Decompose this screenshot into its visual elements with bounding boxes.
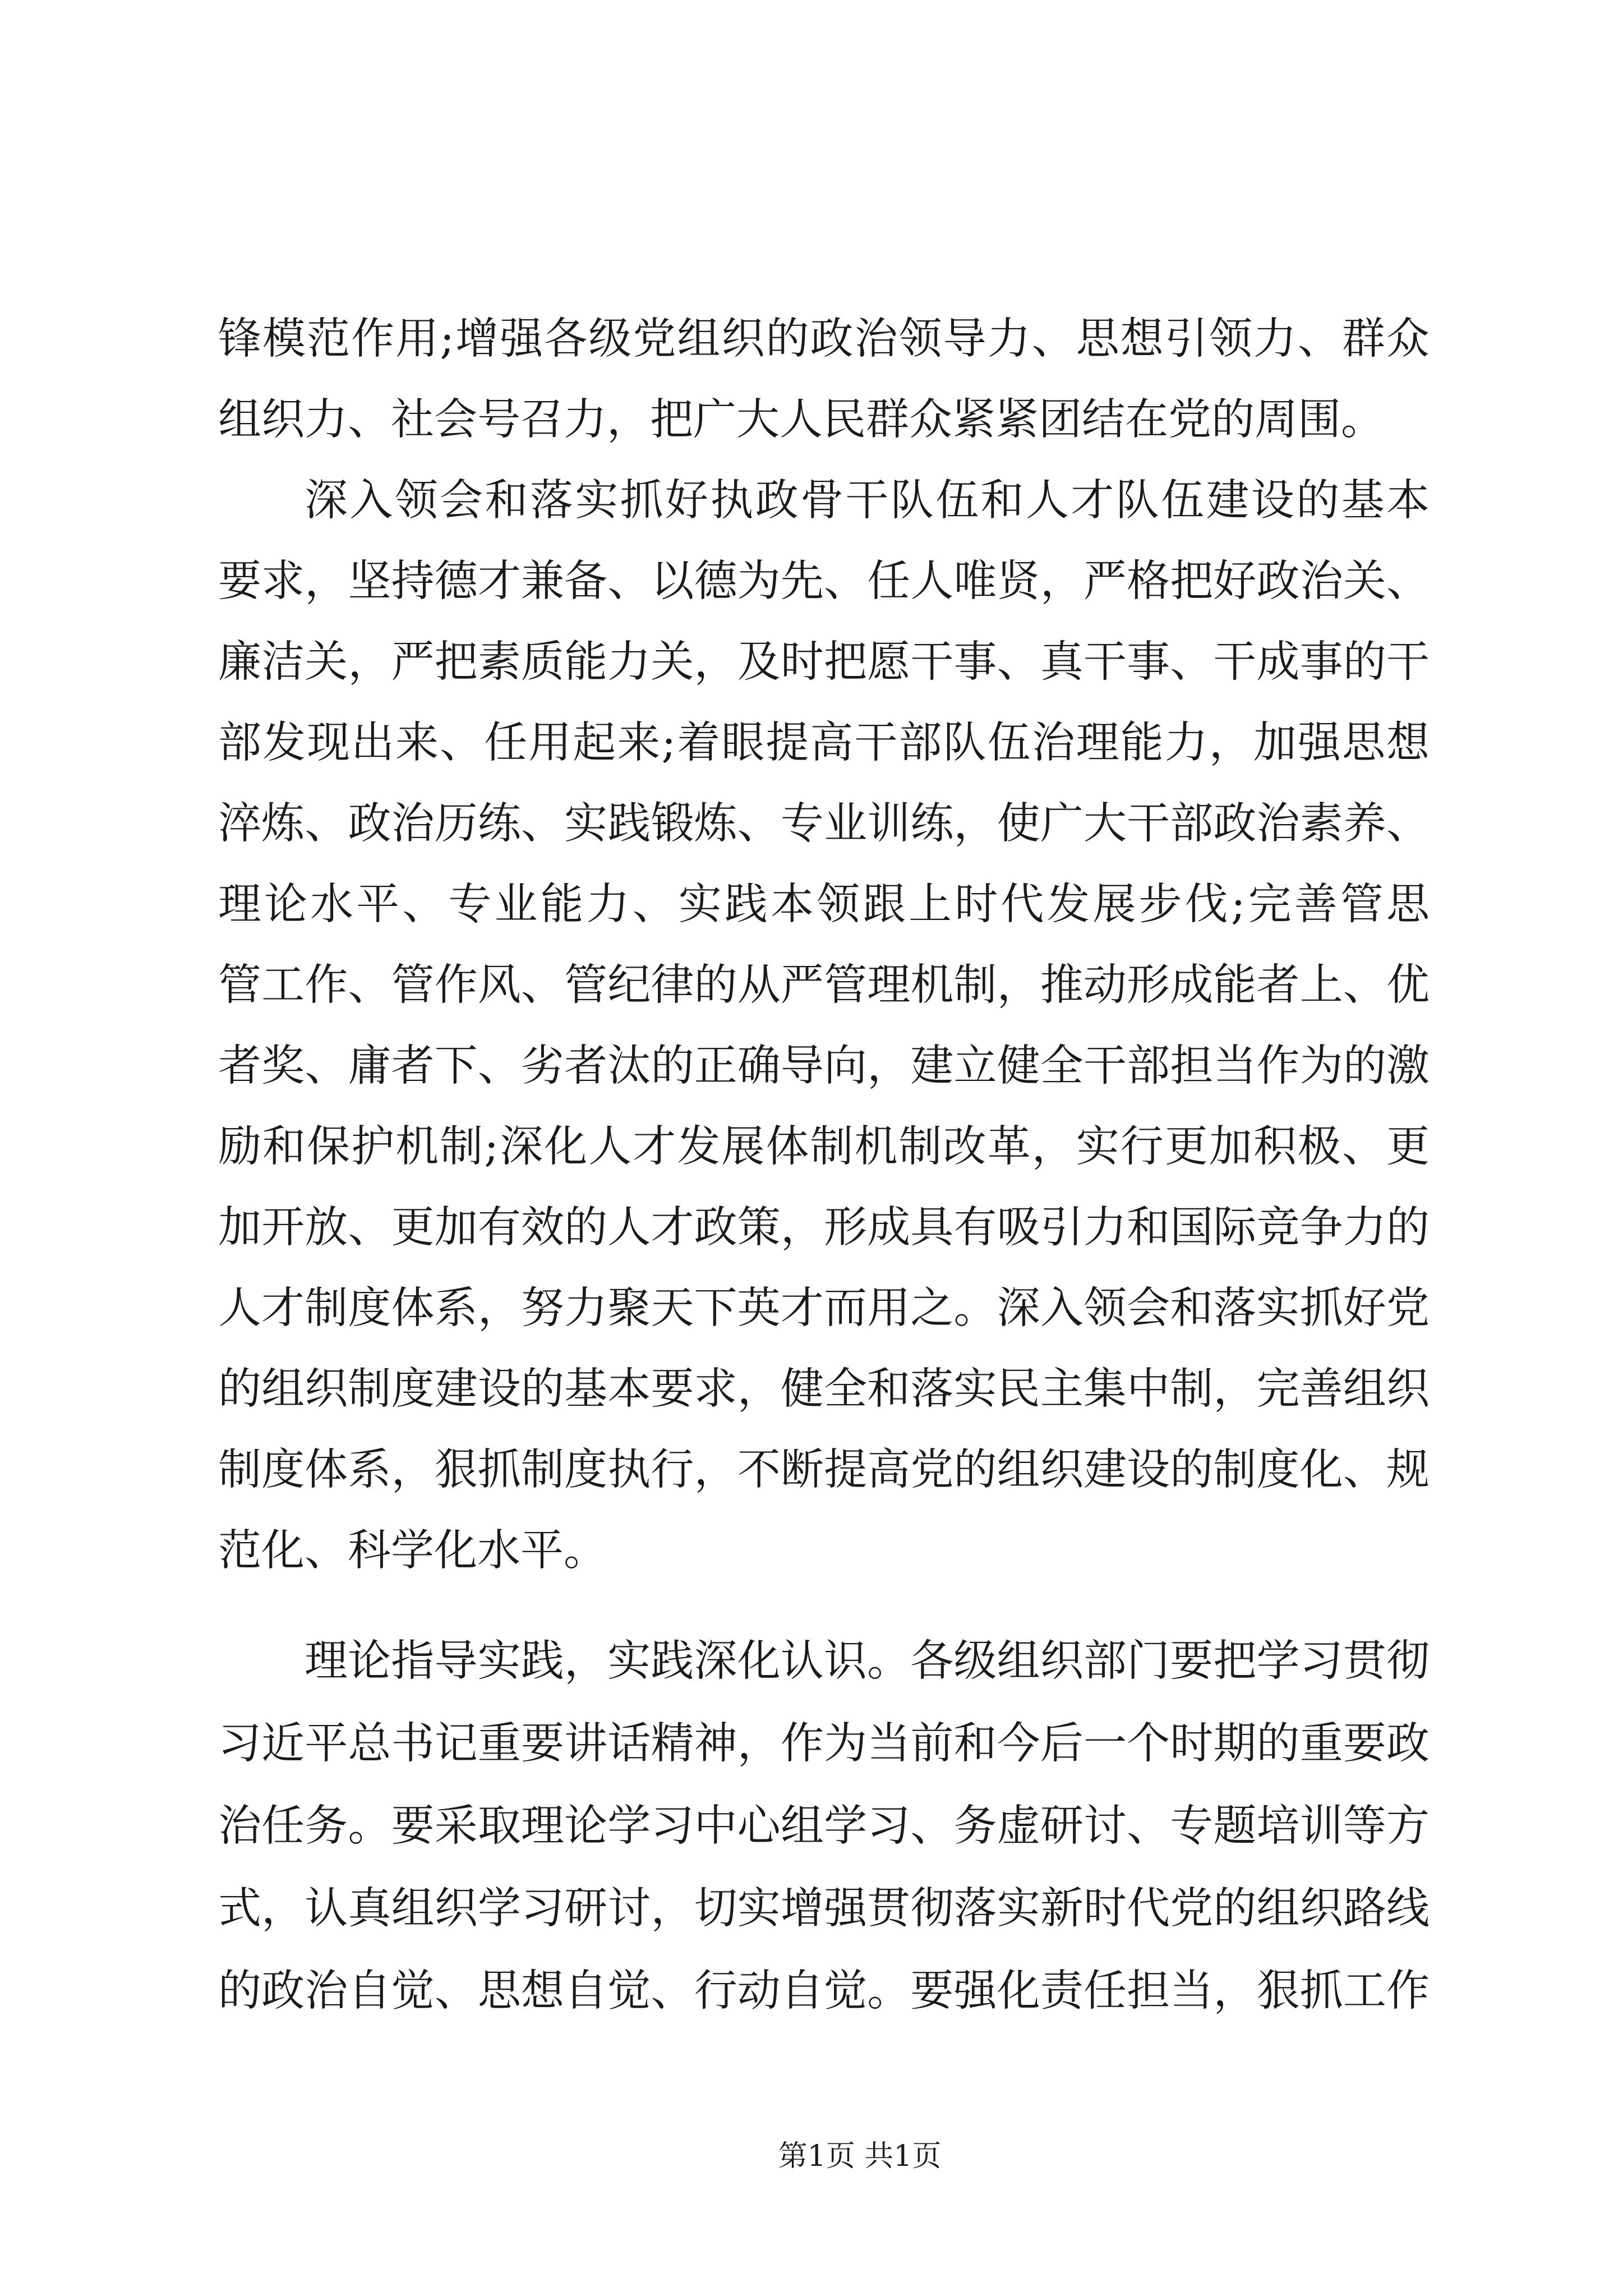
text-line: 廉洁关，严把素质能力关，及时把愿干事、真干事、干成事的干 bbox=[218, 637, 1430, 687]
text-line: 人才制度体系，努力聚天下英才而用之。深入领会和落实抓好党 bbox=[218, 1283, 1430, 1333]
text-line: 管工作、管作风、管纪律的从严管理机制，推动形成能者上、优 bbox=[218, 960, 1430, 1010]
text-line: 制度体系，狠抓制度执行，不断提高党的组织建设的制度化、规 bbox=[218, 1445, 1430, 1495]
text-line: 范化、科学化水平。 bbox=[218, 1526, 607, 1576]
text-line: 锋模范作用;增强各级党组织的政治领导力、思想引领力、群众 bbox=[218, 314, 1430, 364]
text-line: 理论水平、专业能力、实践本领跟上时代发展步伐;完善管思 bbox=[218, 880, 1430, 930]
text-line: 励和保护机制;深化人才发展体制机制改革，实行更加积极、更 bbox=[218, 1122, 1430, 1172]
text-line: 式，认真组织学习研讨，切实增强贯彻落实新时代党的组织路线 bbox=[218, 1884, 1430, 1934]
text-line: 组织力、社会号召力，把广大人民群众紧紧团结在党的周围。 bbox=[218, 395, 1384, 445]
page-footer: 第1页 共1页 bbox=[778, 2139, 942, 2173]
text-line: 加开放、更加有效的人才政策，形成具有吸引力和国际竞争力的 bbox=[218, 1203, 1430, 1253]
text-line: 理论指导实践，实践深化认识。各级组织部门要把学习贯彻 bbox=[305, 1636, 1430, 1686]
text-line: 习近平总书记重要讲话精神，作为当前和今后一个时期的重要政 bbox=[218, 1719, 1430, 1769]
text-line: 要求，坚持德才兼备、以德为先、任人唯贤，严格把好政治关、 bbox=[218, 556, 1430, 606]
text-line: 深入领会和落实抓好执政骨干队伍和人才队伍建设的基本 bbox=[305, 476, 1430, 526]
text-line: 淬炼、政治历练、实践锻炼、专业训练，使广大干部政治素养、 bbox=[218, 799, 1430, 849]
text-line: 者奖、庸者下、劣者汰的正确导向，建立健全干部担当作为的激 bbox=[218, 1041, 1430, 1091]
text-line: 部发现出来、任用起来;着眼提高干部队伍治理能力，加强思想 bbox=[218, 718, 1430, 768]
text-line: 治任务。要采取理论学习中心组学习、务虚研讨、专题培训等方 bbox=[218, 1801, 1430, 1851]
text-line: 的政治自觉、思想自觉、行动自觉。要强化责任担当，狠抓工作 bbox=[218, 1966, 1430, 2016]
text-line: 的组织制度建设的基本要求，健全和落实民主集中制，完善组织 bbox=[218, 1364, 1430, 1414]
